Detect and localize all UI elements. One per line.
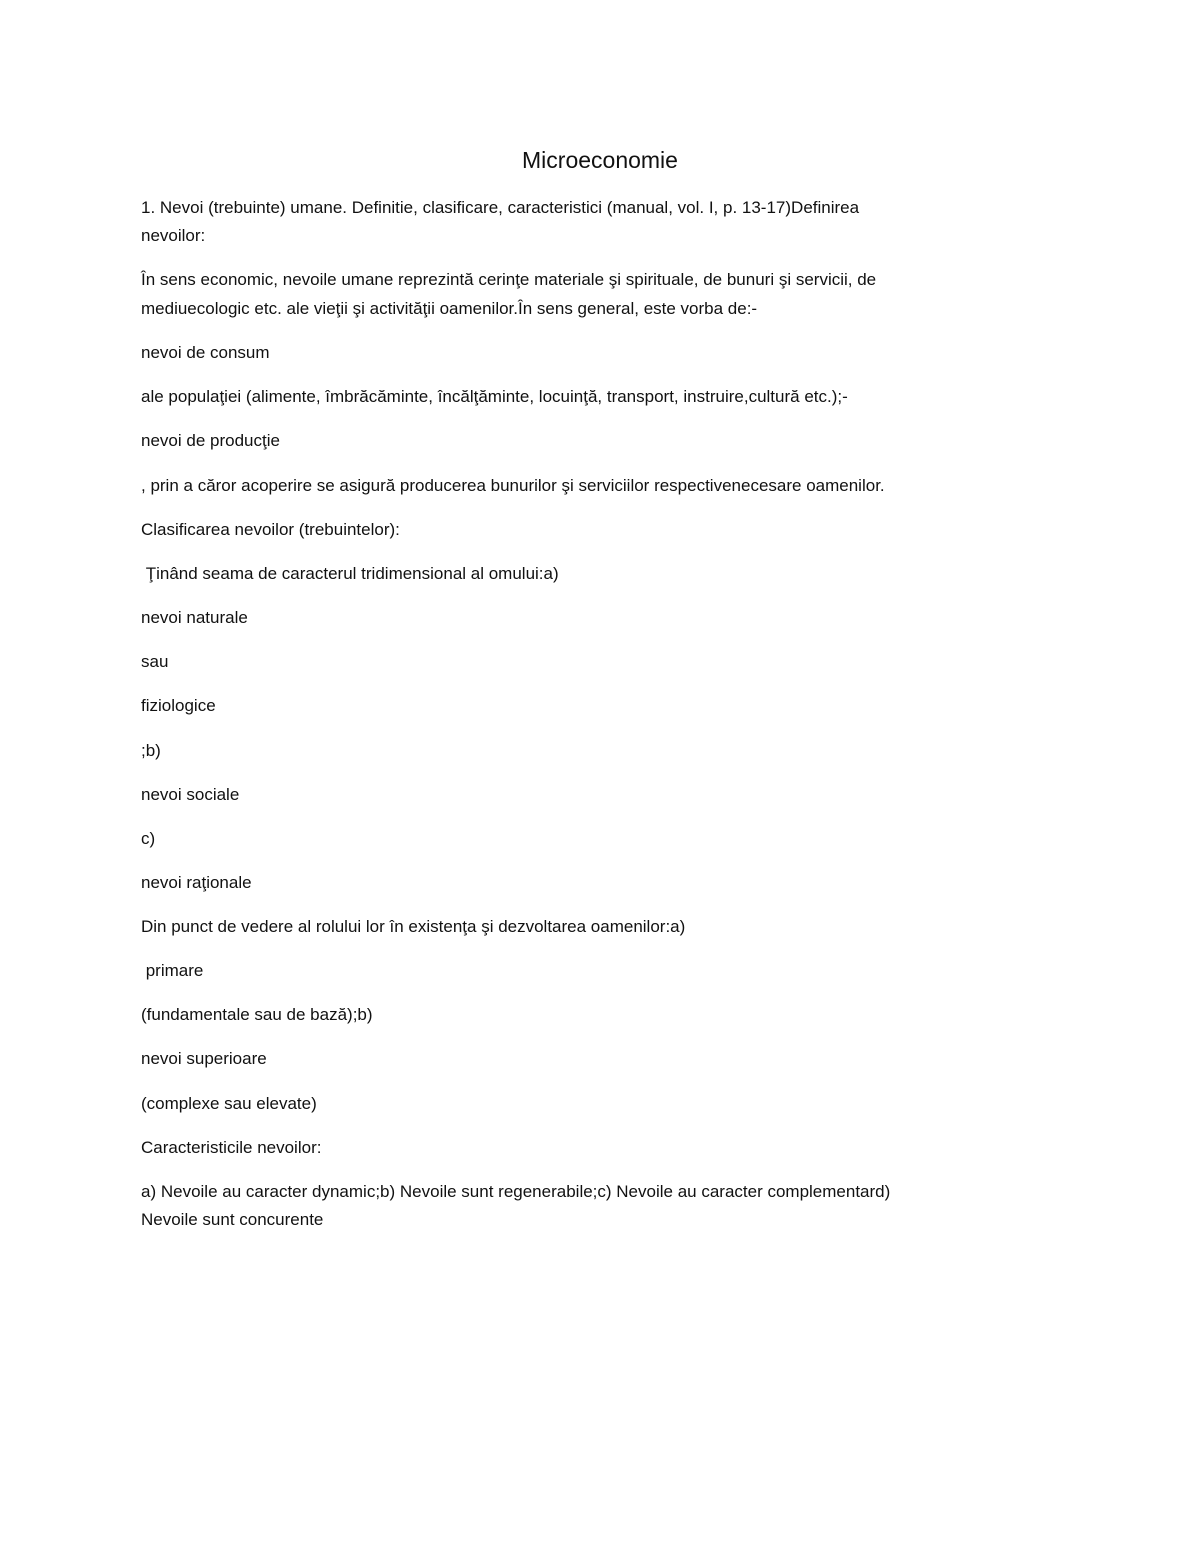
paragraph-superior-needs: nevoi superioare — [141, 1049, 267, 1068]
paragraph-1-line-1: 1. Nevoi (trebuinte) umane. Definitie, clasificare, caracteristici (manual, vol. I, p. 13-17)Definirea — [141, 198, 860, 217]
paragraph-production-needs: nevoi de producţie — [141, 431, 280, 450]
paragraph-rational-needs: nevoi raţionale — [141, 873, 252, 892]
paragraph-1-line-2: nevoilor: — [141, 226, 206, 245]
paragraph-characteristics-line-1: a) Nevoile au caracter dynamic;b) Nevoile sunt regenerabile;c) Nevoile au caracter complementard) — [141, 1182, 891, 1201]
paragraph-production-explanation: , prin a căror acoperire se asigură producerea bunurilor şi serviciilor respectivenecesare oamenilor. — [141, 476, 885, 495]
document-title: Microeconomie — [522, 147, 678, 173]
paragraph-fundamental: (fundamentale sau de bază);b) — [141, 1005, 373, 1024]
paragraph-classification-heading: Clasificarea nevoilor (trebuintelor): — [141, 520, 400, 539]
paragraph-2-line-1: În sens economic, nevoile umane reprezintă cerinţe materiale şi spirituale, de bunuri şi servicii, de — [141, 270, 877, 289]
paragraph-physiological: fiziologice — [141, 696, 216, 715]
paragraph-b-marker: ;b) — [141, 741, 161, 760]
paragraph-characteristics-heading: Caracteristicile nevoilor: — [141, 1138, 322, 1157]
paragraph-c-marker: c) — [141, 829, 156, 848]
paragraph-or: sau — [141, 652, 169, 671]
paragraph-primary: primare — [141, 961, 204, 980]
paragraph-social-needs: nevoi sociale — [141, 785, 240, 804]
paragraph-consumption-needs: nevoi de consum — [141, 343, 270, 362]
paragraph-natural-needs: nevoi naturale — [141, 608, 248, 627]
paragraph-2-line-2: mediuecologic etc. ale vieţii şi activităţii oamenilor.În sens general, este vorba de:- — [141, 299, 758, 318]
paragraph-tridimensional: Ţinând seama de caracterul tridimensional al omului:a) — [141, 564, 559, 583]
paragraph-population-needs: ale populaţiei (alimente, îmbrăcăminte, încălţăminte, locuinţă, transport, instruire,cultură etc.);- — [141, 387, 848, 406]
paragraph-role-classification: Din punct de vedere al rolului lor în existenţa şi dezvoltarea oamenilor:a) — [141, 917, 686, 936]
paragraph-characteristics-line-2: Nevoile sunt concurente — [141, 1210, 324, 1229]
paragraph-complex: (complexe sau elevate) — [141, 1094, 317, 1113]
